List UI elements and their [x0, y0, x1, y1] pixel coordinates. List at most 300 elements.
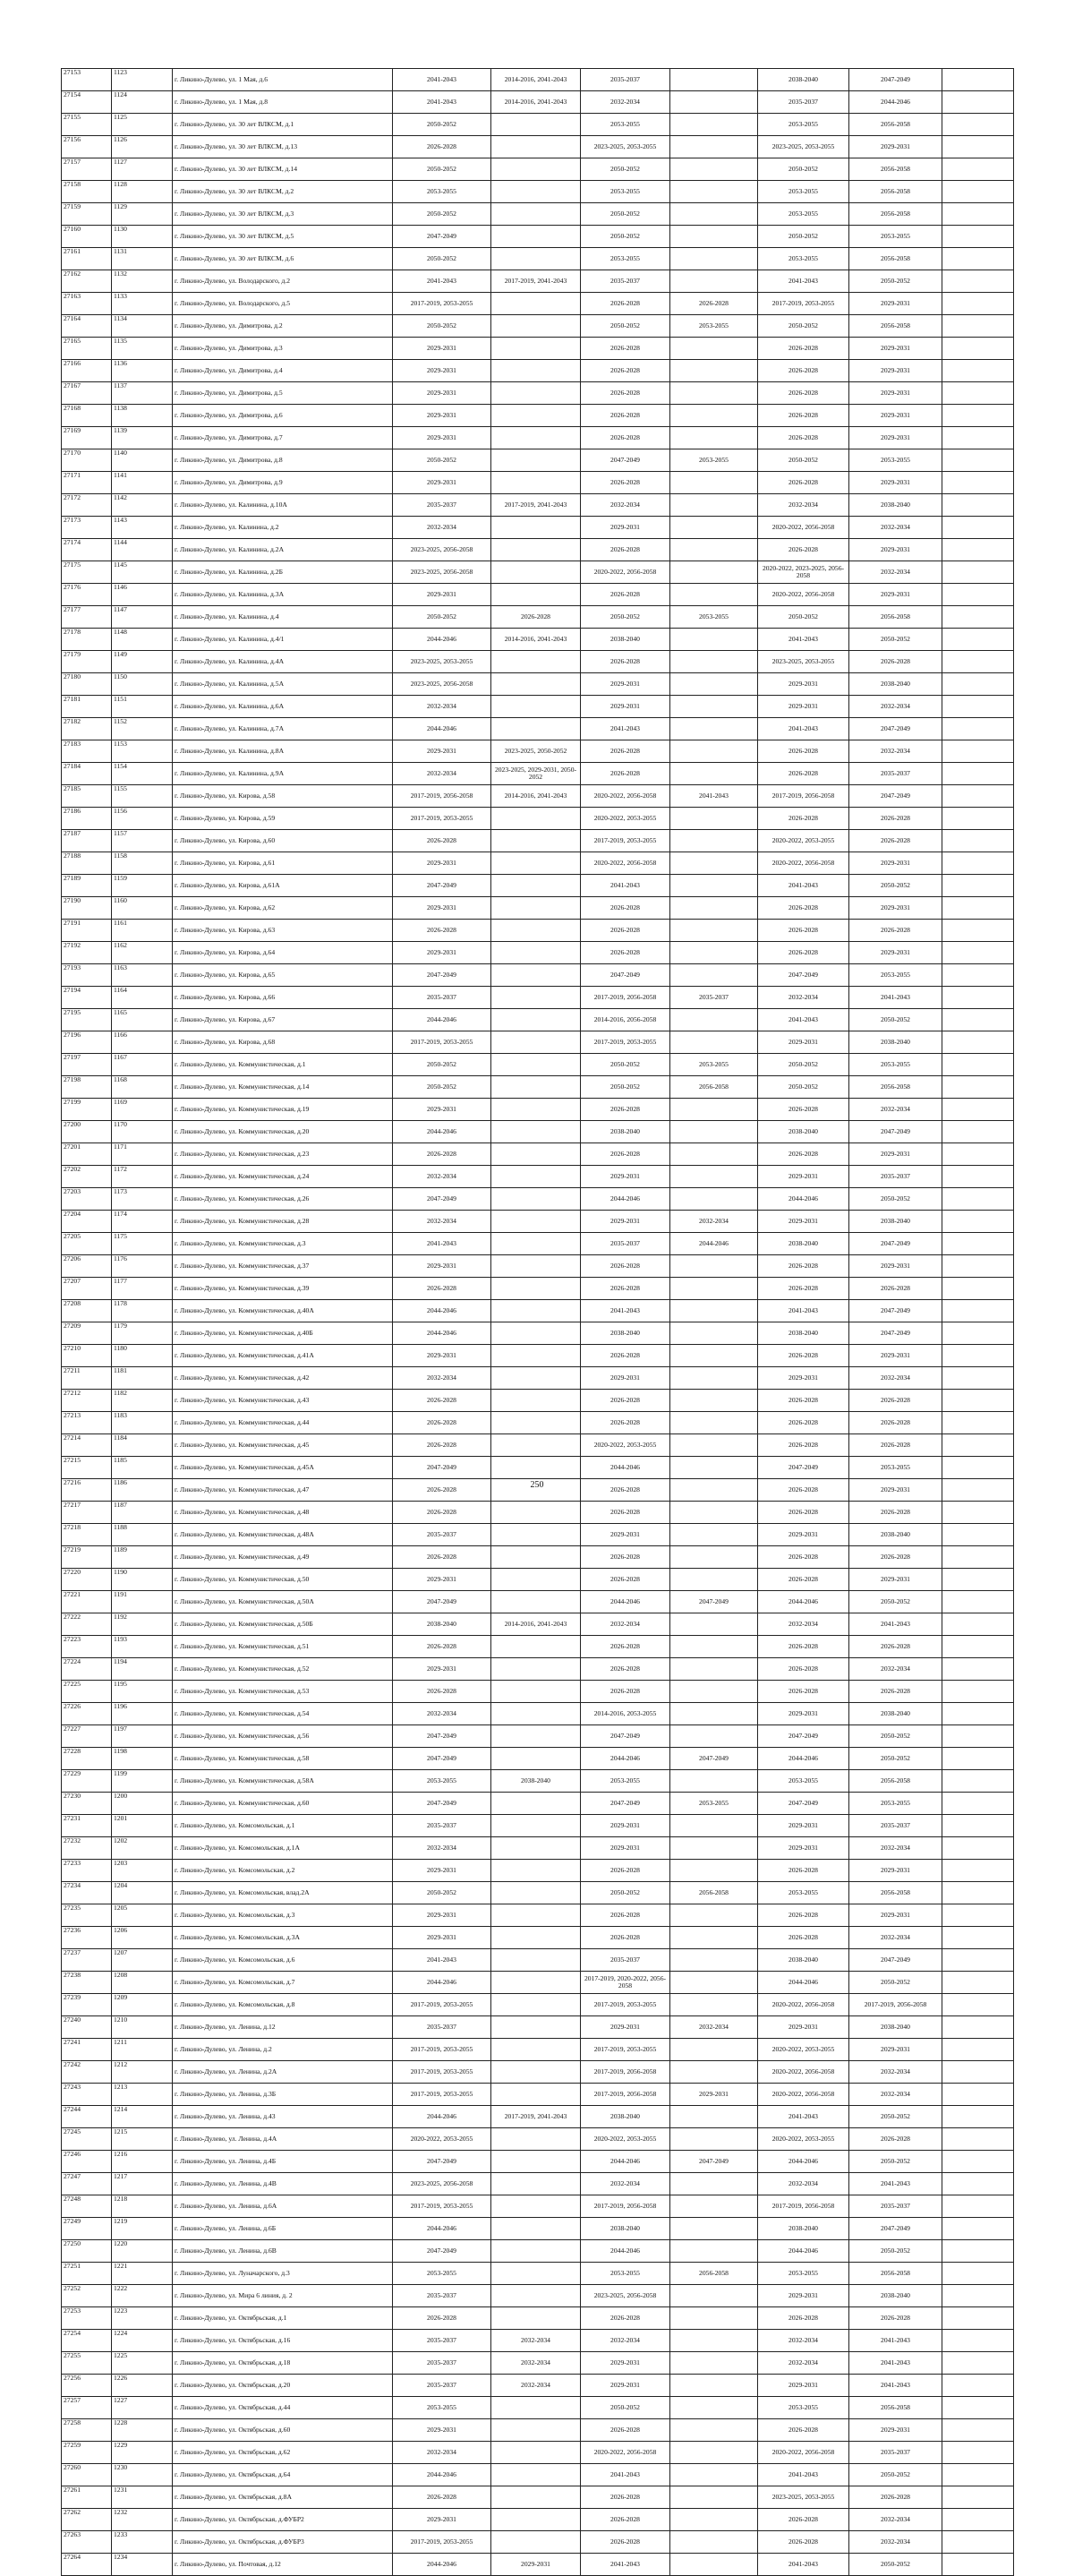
period-1-cell: 2044-2046 — [393, 629, 491, 651]
empty-cell — [942, 2554, 1014, 2576]
record-number-cell: 27153 — [62, 69, 112, 91]
address-cell: г. Ликино-Дулево, ул. Ленина, д.6В — [173, 2240, 393, 2263]
empty-cell — [942, 2039, 1014, 2061]
table-row — [62, 763, 1014, 785]
house-number-cell: 1201 — [112, 1815, 173, 1837]
period-3-cell: 2026-2028 — [581, 338, 670, 360]
period-5-cell: 2041-2043 — [758, 2464, 849, 2486]
record-number-cell: 27215 — [62, 1457, 112, 1479]
period-4-cell: 2026-2028 — [670, 293, 758, 315]
period-3-cell: 2014-2016, 2053-2055 — [581, 1703, 670, 1725]
period-2-cell — [491, 1166, 581, 1188]
empty-cell — [942, 606, 1014, 629]
period-2-cell — [491, 2464, 581, 2486]
period-6-cell: 2056-2058 — [849, 606, 942, 629]
period-5-cell: 2032-2034 — [758, 2330, 849, 2352]
period-4-cell: 2035-2037 — [670, 987, 758, 1009]
period-4-cell — [670, 1703, 758, 1725]
period-6-cell: 2056-2058 — [849, 2263, 942, 2285]
record-number-cell: 27177 — [62, 606, 112, 629]
period-1-cell: 2026-2028 — [393, 1278, 491, 1300]
empty-cell — [942, 382, 1014, 405]
house-number-cell: 1192 — [112, 1613, 173, 1636]
period-2-cell — [491, 1972, 581, 1994]
period-4-cell — [670, 1949, 758, 1972]
period-5-cell: 2023-2025, 2053-2055 — [758, 2486, 849, 2509]
period-6-cell: 2029-2031 — [849, 897, 942, 920]
address-cell: г. Ликино-Дулево, ул. Кирова, д.58 — [173, 785, 393, 808]
empty-cell — [942, 427, 1014, 449]
period-4-cell — [670, 1658, 758, 1681]
table-row — [62, 2531, 1014, 2554]
period-3-cell: 2023-2025, 2053-2055 — [581, 136, 670, 158]
period-1-cell: 2044-2046 — [393, 1009, 491, 1031]
period-6-cell: 2053-2055 — [849, 1054, 942, 1076]
period-6-cell: 2044-2046 — [849, 91, 942, 114]
period-2-cell — [491, 1658, 581, 1681]
table-row — [62, 1099, 1014, 1121]
period-2-cell — [491, 1211, 581, 1233]
table-row — [62, 2307, 1014, 2330]
period-5-cell: 2050-2052 — [758, 449, 849, 472]
period-4-cell — [670, 2486, 758, 2509]
period-5-cell: 2029-2031 — [758, 1211, 849, 1233]
period-1-cell: 2032-2034 — [393, 517, 491, 539]
empty-cell — [942, 785, 1014, 808]
period-2-cell: 2023-2025, 2029-2031, 2050-2052 — [491, 763, 581, 785]
period-6-cell: 2029-2031 — [849, 942, 942, 964]
house-number-cell: 1222 — [112, 2285, 173, 2307]
period-2-cell — [491, 1636, 581, 1658]
period-4-cell — [670, 1412, 758, 1434]
period-6-cell: 2026-2028 — [849, 920, 942, 942]
address-cell: г. Ликино-Дулево, ул. Калинина, д.6А — [173, 696, 393, 718]
house-number-cell: 1144 — [112, 539, 173, 561]
period-5-cell: 2038-2040 — [758, 2218, 849, 2240]
empty-cell — [942, 673, 1014, 696]
table-row — [62, 561, 1014, 584]
house-number-cell: 1125 — [112, 114, 173, 136]
house-number-cell: 1172 — [112, 1166, 173, 1188]
house-number-cell: 1221 — [112, 2263, 173, 2285]
address-cell: г. Ликино-Дулево, ул. Коммунистическая, д.53 — [173, 1681, 393, 1703]
table-row — [62, 226, 1014, 248]
period-6-cell: 2056-2058 — [849, 1076, 942, 1099]
record-number-cell: 27217 — [62, 1502, 112, 1524]
period-2-cell — [491, 1233, 581, 1255]
record-number-cell: 27228 — [62, 1748, 112, 1770]
table-row — [62, 1569, 1014, 1591]
address-cell: г. Ликино-Дулево, ул. Комсомольская, д.8 — [173, 1994, 393, 2016]
period-5-cell: 2029-2031 — [758, 696, 849, 718]
record-number-cell: 27169 — [62, 427, 112, 449]
table-row — [62, 897, 1014, 920]
house-number-cell: 1159 — [112, 875, 173, 897]
period-3-cell: 2026-2028 — [581, 1255, 670, 1278]
period-6-cell: 2050-2052 — [849, 1725, 942, 1748]
period-4-cell — [670, 2240, 758, 2263]
record-number-cell: 27161 — [62, 248, 112, 270]
period-2-cell — [491, 1725, 581, 1748]
period-6-cell: 2032-2034 — [849, 1927, 942, 1949]
period-2-cell — [491, 1300, 581, 1322]
period-5-cell: 2026-2028 — [758, 808, 849, 830]
period-1-cell: 2026-2028 — [393, 1434, 491, 1457]
period-2-cell — [491, 293, 581, 315]
house-number-cell: 1212 — [112, 2061, 173, 2084]
period-1-cell: 2029-2031 — [393, 427, 491, 449]
house-number-cell: 1145 — [112, 561, 173, 584]
period-6-cell: 2026-2028 — [849, 2486, 942, 2509]
period-1-cell: 2026-2028 — [393, 136, 491, 158]
table-row — [62, 942, 1014, 964]
address-cell: г. Ликино-Дулево, ул. Кирова, д.68 — [173, 1031, 393, 1054]
period-3-cell: 2029-2031 — [581, 1166, 670, 1188]
period-3-cell: 2053-2055 — [581, 1770, 670, 1793]
period-6-cell: 2029-2031 — [849, 1345, 942, 1367]
period-2-cell — [491, 2419, 581, 2442]
address-cell: г. Ликино-Дулево, ул. Коммунистическая, д.23 — [173, 1143, 393, 1166]
record-number-cell: 27257 — [62, 2397, 112, 2419]
period-2-cell — [491, 2531, 581, 2554]
period-5-cell: 2026-2028 — [758, 1658, 849, 1681]
period-3-cell: 2026-2028 — [581, 1636, 670, 1658]
empty-cell — [942, 2307, 1014, 2330]
empty-cell — [942, 136, 1014, 158]
house-number-cell: 1153 — [112, 740, 173, 763]
period-5-cell: 2017-2019, 2056-2058 — [758, 785, 849, 808]
table-row — [62, 2554, 1014, 2576]
house-number-cell: 1129 — [112, 203, 173, 226]
record-number-cell: 27194 — [62, 987, 112, 1009]
empty-cell — [942, 1882, 1014, 1904]
period-3-cell: 2026-2028 — [581, 651, 670, 673]
period-6-cell: 2050-2052 — [849, 1972, 942, 1994]
empty-cell — [942, 1613, 1014, 1636]
table-row — [62, 1815, 1014, 1837]
empty-cell — [942, 1972, 1014, 1994]
period-3-cell: 2014-2016, 2056-2058 — [581, 1009, 670, 1031]
address-cell: г. Ликино-Дулево, ул. Коммунистическая, д.26 — [173, 1188, 393, 1211]
period-2-cell — [491, 1815, 581, 1837]
period-3-cell: 2020-2022, 2056-2058 — [581, 785, 670, 808]
period-6-cell: 2035-2037 — [849, 763, 942, 785]
period-4-cell: 2047-2049 — [670, 1748, 758, 1770]
period-3-cell: 2017-2019, 2053-2055 — [581, 1994, 670, 2016]
address-cell: г. Ликино-Дулево, ул. Коммунистическая, д.60 — [173, 1793, 393, 1815]
period-3-cell: 2026-2028 — [581, 740, 670, 763]
address-cell: г. Ликино-Дулево, ул. Димитрова, д.2 — [173, 315, 393, 338]
period-1-cell: 2032-2034 — [393, 696, 491, 718]
empty-cell — [942, 360, 1014, 382]
period-2-cell — [491, 2263, 581, 2285]
period-3-cell: 2044-2046 — [581, 2240, 670, 2263]
period-4-cell — [670, 360, 758, 382]
house-number-cell: 1205 — [112, 1904, 173, 1927]
address-cell: г. Ликино-Дулево, ул. Коммунистическая, д.58 — [173, 1748, 393, 1770]
period-5-cell: 2026-2028 — [758, 1479, 849, 1502]
period-4-cell — [670, 1972, 758, 1994]
period-2-cell — [491, 2151, 581, 2173]
period-5-cell: 2029-2031 — [758, 1367, 849, 1390]
period-2-cell — [491, 1009, 581, 1031]
period-2-cell — [491, 248, 581, 270]
period-5-cell: 2026-2028 — [758, 1099, 849, 1121]
record-number-cell: 27193 — [62, 964, 112, 987]
period-2-cell — [491, 2173, 581, 2195]
empty-cell — [942, 1546, 1014, 1569]
period-2-cell — [491, 1994, 581, 2016]
table-row — [62, 2330, 1014, 2352]
empty-cell — [942, 226, 1014, 248]
address-cell: г. Ликино-Дулево, ул. Ленина, д.12 — [173, 2016, 393, 2039]
address-cell: г. Ликино-Дулево, ул. Коммунистическая, д.56 — [173, 1725, 393, 1748]
record-number-cell: 27234 — [62, 1882, 112, 1904]
period-3-cell: 2047-2049 — [581, 1793, 670, 1815]
period-5-cell: 2023-2025, 2053-2055 — [758, 136, 849, 158]
record-number-cell: 27223 — [62, 1636, 112, 1658]
period-6-cell: 2035-2037 — [849, 1815, 942, 1837]
record-number-cell: 27172 — [62, 494, 112, 517]
period-4-cell — [670, 69, 758, 91]
period-4-cell — [670, 1815, 758, 1837]
table-row — [62, 1412, 1014, 1434]
period-3-cell: 2047-2049 — [581, 1725, 670, 1748]
house-number-cell: 1164 — [112, 987, 173, 1009]
period-4-cell — [670, 1457, 758, 1479]
record-number-cell: 27158 — [62, 181, 112, 203]
period-2-cell — [491, 1546, 581, 1569]
record-number-cell: 27162 — [62, 270, 112, 293]
period-2-cell: 2017-2019, 2041-2043 — [491, 2106, 581, 2128]
table-row — [62, 2375, 1014, 2397]
empty-cell — [942, 114, 1014, 136]
period-3-cell: 2017-2019, 2056-2058 — [581, 2195, 670, 2218]
table-row — [62, 1546, 1014, 1569]
period-1-cell: 2023-2025, 2056-2058 — [393, 673, 491, 696]
period-2-cell — [491, 1904, 581, 1927]
record-number-cell: 27174 — [62, 539, 112, 561]
period-2-cell — [491, 1390, 581, 1412]
period-6-cell: 2038-2040 — [849, 1031, 942, 1054]
table-row — [62, 1927, 1014, 1949]
address-cell: г. Ликино-Дулево, ул. Калинина, д.3А — [173, 584, 393, 606]
period-3-cell: 2029-2031 — [581, 1524, 670, 1546]
table-row — [62, 1837, 1014, 1860]
table-row — [62, 1211, 1014, 1233]
period-6-cell: 2029-2031 — [849, 2419, 942, 2442]
period-3-cell: 2044-2046 — [581, 1591, 670, 1613]
period-3-cell: 2026-2028 — [581, 1904, 670, 1927]
house-number-cell: 1225 — [112, 2352, 173, 2375]
record-number-cell: 27242 — [62, 2061, 112, 2084]
address-cell: г. Ликино-Дулево, ул. Луначарского, д.3 — [173, 2263, 393, 2285]
period-2-cell — [491, 2397, 581, 2419]
period-5-cell: 2047-2049 — [758, 1793, 849, 1815]
period-6-cell: 2026-2028 — [849, 1434, 942, 1457]
period-1-cell: 2038-2040 — [393, 1613, 491, 1636]
period-3-cell: 2026-2028 — [581, 405, 670, 427]
period-4-cell: 2053-2055 — [670, 606, 758, 629]
period-2-cell — [491, 1143, 581, 1166]
period-6-cell: 2056-2058 — [849, 1882, 942, 1904]
period-2-cell — [491, 427, 581, 449]
period-3-cell: 2032-2034 — [581, 1613, 670, 1636]
period-5-cell: 2053-2055 — [758, 1882, 849, 1904]
period-6-cell: 2035-2037 — [849, 2442, 942, 2464]
period-4-cell — [670, 2419, 758, 2442]
period-1-cell: 2029-2031 — [393, 1904, 491, 1927]
period-2-cell — [491, 2509, 581, 2531]
table-row — [62, 2128, 1014, 2151]
period-2-cell — [491, 1949, 581, 1972]
period-4-cell — [670, 1322, 758, 1345]
empty-cell — [942, 1815, 1014, 1837]
house-number-cell: 1134 — [112, 315, 173, 338]
table-row — [62, 2151, 1014, 2173]
period-4-cell — [670, 1434, 758, 1457]
period-2-cell — [491, 2218, 581, 2240]
period-2-cell — [491, 203, 581, 226]
empty-cell — [942, 2084, 1014, 2106]
period-2-cell — [491, 1412, 581, 1434]
period-2-cell: 2014-2016, 2041-2043 — [491, 785, 581, 808]
period-1-cell: 2050-2052 — [393, 114, 491, 136]
period-5-cell: 2020-2022, 2056-2058 — [758, 2084, 849, 2106]
address-cell: г. Ликино-Дулево, ул. Коммунистическая, д.48А — [173, 1524, 393, 1546]
record-number-cell: 27237 — [62, 1949, 112, 1972]
period-3-cell: 2050-2052 — [581, 1054, 670, 1076]
record-number-cell: 27220 — [62, 1569, 112, 1591]
record-number-cell: 27218 — [62, 1524, 112, 1546]
period-4-cell — [670, 2106, 758, 2128]
house-number-cell: 1175 — [112, 1233, 173, 1255]
table-row — [62, 1613, 1014, 1636]
period-6-cell: 2032-2034 — [849, 2509, 942, 2531]
period-2-cell — [491, 2084, 581, 2106]
period-4-cell — [670, 1278, 758, 1300]
period-6-cell: 2056-2058 — [849, 181, 942, 203]
period-5-cell: 2026-2028 — [758, 338, 849, 360]
house-number-cell: 1231 — [112, 2486, 173, 2509]
period-4-cell: 2056-2058 — [670, 2263, 758, 2285]
period-5-cell: 2050-2052 — [758, 606, 849, 629]
period-1-cell: 2029-2031 — [393, 338, 491, 360]
period-5-cell: 2020-2022, 2056-2058 — [758, 517, 849, 539]
period-5-cell: 2029-2031 — [758, 673, 849, 696]
house-number-cell: 1146 — [112, 584, 173, 606]
period-3-cell: 2050-2052 — [581, 1882, 670, 1904]
address-cell: г. Ликино-Дулево, ул. Ленина, д.4Б — [173, 2151, 393, 2173]
period-3-cell: 2026-2028 — [581, 1390, 670, 1412]
period-5-cell: 2020-2022, 2053-2055 — [758, 2128, 849, 2151]
period-1-cell: 2023-2025, 2056-2058 — [393, 561, 491, 584]
table-row — [62, 136, 1014, 158]
period-6-cell: 2050-2052 — [849, 2106, 942, 2128]
period-4-cell — [670, 405, 758, 427]
period-5-cell: 2038-2040 — [758, 1233, 849, 1255]
period-3-cell: 2026-2028 — [581, 539, 670, 561]
period-6-cell: 2038-2040 — [849, 1703, 942, 1725]
empty-cell — [942, 1524, 1014, 1546]
period-4-cell — [670, 673, 758, 696]
period-3-cell: 2026-2028 — [581, 1681, 670, 1703]
empty-cell — [942, 517, 1014, 539]
record-number-cell: 27159 — [62, 203, 112, 226]
period-1-cell: 2026-2028 — [393, 2307, 491, 2330]
table-row — [62, 2195, 1014, 2218]
record-number-cell: 27244 — [62, 2106, 112, 2128]
house-number-cell: 1207 — [112, 1949, 173, 1972]
house-number-cell: 1133 — [112, 293, 173, 315]
address-cell: г. Ликино-Дулево, ул. Комсомольская, д.3А — [173, 1927, 393, 1949]
period-4-cell — [670, 2128, 758, 2151]
period-4-cell: 2047-2049 — [670, 2151, 758, 2173]
period-6-cell: 2032-2034 — [849, 2531, 942, 2554]
period-5-cell: 2035-2037 — [758, 91, 849, 114]
period-5-cell: 2026-2028 — [758, 539, 849, 561]
house-number-cell: 1128 — [112, 181, 173, 203]
record-number-cell: 27214 — [62, 1434, 112, 1457]
period-4-cell — [670, 852, 758, 875]
period-4-cell — [670, 517, 758, 539]
table-row — [62, 875, 1014, 897]
period-1-cell: 2017-2019, 2053-2055 — [393, 2195, 491, 2218]
empty-cell — [942, 472, 1014, 494]
empty-cell — [942, 203, 1014, 226]
record-number-cell: 27248 — [62, 2195, 112, 2218]
period-6-cell: 2047-2049 — [849, 785, 942, 808]
period-3-cell: 2026-2028 — [581, 1658, 670, 1681]
record-number-cell: 27239 — [62, 1994, 112, 2016]
period-2-cell — [491, 1591, 581, 1613]
period-3-cell: 2050-2052 — [581, 1076, 670, 1099]
period-2-cell — [491, 1793, 581, 1815]
period-4-cell — [670, 2307, 758, 2330]
empty-cell — [942, 740, 1014, 763]
period-1-cell: 2029-2031 — [393, 852, 491, 875]
period-1-cell: 2026-2028 — [393, 920, 491, 942]
address-cell: г. Ликино-Дулево, ул. Октябрьская, д.64 — [173, 2464, 393, 2486]
period-6-cell: 2047-2049 — [849, 718, 942, 740]
record-number-cell: 27197 — [62, 1054, 112, 1076]
period-3-cell: 2041-2043 — [581, 875, 670, 897]
period-2-cell — [491, 651, 581, 673]
period-2-cell — [491, 942, 581, 964]
period-4-cell — [670, 427, 758, 449]
period-5-cell: 2026-2028 — [758, 1927, 849, 1949]
table-row — [62, 2397, 1014, 2419]
table-row — [62, 1882, 1014, 1904]
period-3-cell: 2044-2046 — [581, 1457, 670, 1479]
period-6-cell: 2056-2058 — [849, 248, 942, 270]
period-6-cell: 2026-2028 — [849, 1502, 942, 1524]
table-row — [62, 584, 1014, 606]
period-5-cell: 2050-2052 — [758, 226, 849, 248]
address-cell: г. Ликино-Дулево, ул. Калинина, д.2А — [173, 539, 393, 561]
table-row — [62, 920, 1014, 942]
period-6-cell: 2050-2052 — [849, 2554, 942, 2576]
empty-cell — [942, 248, 1014, 270]
period-4-cell — [670, 1681, 758, 1703]
period-1-cell: 2044-2046 — [393, 2554, 491, 2576]
address-cell: г. Ликино-Дулево, ул. Калинина, д.4А — [173, 651, 393, 673]
house-number-cell: 1123 — [112, 69, 173, 91]
table-row — [62, 2486, 1014, 2509]
period-4-cell — [670, 2173, 758, 2195]
period-6-cell: 2053-2055 — [849, 449, 942, 472]
period-6-cell: 2050-2052 — [849, 2151, 942, 2173]
